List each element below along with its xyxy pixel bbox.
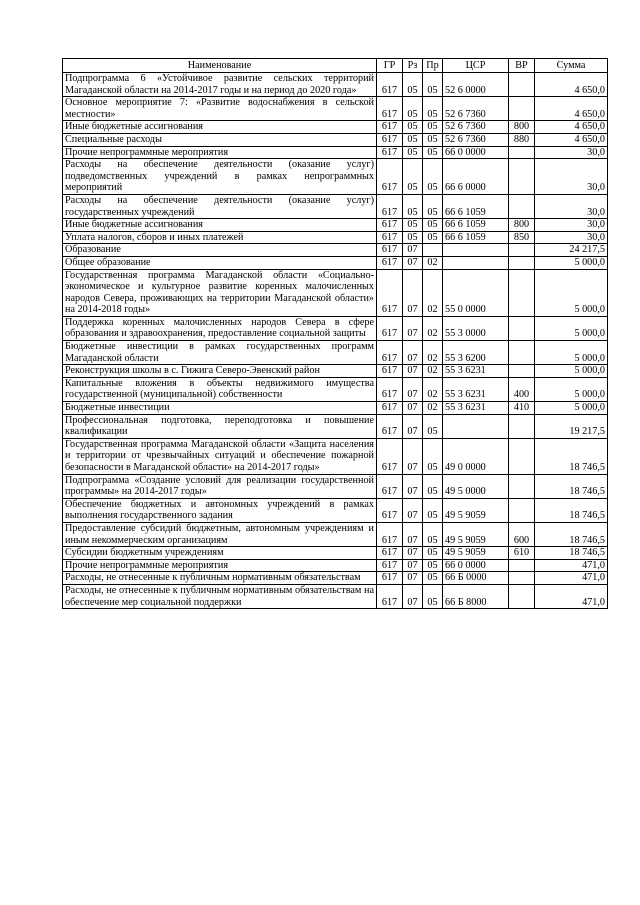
cell-name: Основное мероприятие 7: «Развитие водоснабжения в сельской местности»: [63, 97, 377, 121]
cell-csr: 55 3 6200: [443, 341, 509, 365]
cell-vr: 410: [509, 402, 535, 415]
cell-gr: 617: [377, 256, 403, 269]
cell-csr: 49 5 9059: [443, 547, 509, 560]
cell-vr: [509, 474, 535, 498]
cell-sum: 4 650,0: [535, 97, 608, 121]
cell-vr: [509, 73, 535, 97]
cell-gr: 617: [377, 559, 403, 572]
cell-csr: 49 5 9059: [443, 498, 509, 522]
cell-pr: 05: [423, 231, 443, 244]
cell-name: Профессиональная подготовка, переподготовка и повышение квалификации: [63, 414, 377, 438]
cell-csr: 66 6 1059: [443, 231, 509, 244]
cell-sum: 4 650,0: [535, 73, 608, 97]
cell-rz: 07: [403, 559, 423, 572]
cell-pr: 05: [423, 547, 443, 560]
cell-csr: [443, 256, 509, 269]
cell-name: Общее образование: [63, 256, 377, 269]
cell-vr: [509, 438, 535, 474]
cell-csr: 66 6 0000: [443, 159, 509, 195]
cell-vr: [509, 365, 535, 378]
cell-csr: 49 0 0000: [443, 438, 509, 474]
cell-pr: 05: [423, 498, 443, 522]
cell-vr: [509, 244, 535, 257]
cell-name: Государственная программа Магаданской области «Социально-экономическое и культурное развитие коренных малочисленных народов Севера, проживающих на территории Магаданской области» на 2014-2018 годы»: [63, 269, 377, 316]
cell-pr: 02: [423, 365, 443, 378]
cell-pr: 05: [423, 146, 443, 159]
cell-gr: 617: [377, 498, 403, 522]
cell-name: Образование: [63, 244, 377, 257]
cell-rz: 05: [403, 194, 423, 218]
cell-vr: [509, 414, 535, 438]
cell-name: Расходы, не отнесенные к публичным нормативным обязательствам: [63, 572, 377, 585]
cell-name: Государственная программа Магаданской области «Защита населения и территории от чрезвычайных ситуаций и обеспечение пожарной безопасности в Магаданской области» на 2014-2017 годы»: [63, 438, 377, 474]
cell-vr: [509, 572, 535, 585]
table-row: [63, 414, 608, 438]
cell-sum: 5 000,0: [535, 269, 608, 316]
cell-vr: 400: [509, 377, 535, 401]
cell-rz: 07: [403, 256, 423, 269]
cell-vr: [509, 316, 535, 340]
table-row: [63, 438, 608, 474]
cell-sum: 471,0: [535, 584, 608, 608]
header-rz: Рз: [403, 59, 423, 73]
cell-csr: 52 6 7360: [443, 133, 509, 146]
cell-sum: 5 000,0: [535, 341, 608, 365]
cell-pr: 05: [423, 438, 443, 474]
cell-sum: 5 000,0: [535, 377, 608, 401]
cell-sum: 471,0: [535, 559, 608, 572]
table-row: [63, 341, 608, 365]
cell-sum: 5 000,0: [535, 316, 608, 340]
table-row: [63, 474, 608, 498]
cell-rz: 05: [403, 219, 423, 232]
cell-rz: 07: [403, 438, 423, 474]
cell-csr: 66 0 0000: [443, 559, 509, 572]
cell-rz: 07: [403, 522, 423, 546]
budget-table: [62, 58, 608, 609]
cell-pr: 02: [423, 341, 443, 365]
cell-pr: [423, 244, 443, 257]
cell-vr: [509, 194, 535, 218]
cell-gr: 617: [377, 133, 403, 146]
cell-pr: 05: [423, 219, 443, 232]
cell-name: Расходы на обеспечение деятельности (оказание услуг) подведомственных учреждений в рамках непрограммных мероприятий: [63, 159, 377, 195]
table-row: [63, 522, 608, 546]
cell-pr: 05: [423, 73, 443, 97]
cell-csr: [443, 414, 509, 438]
cell-sum: 18 746,5: [535, 522, 608, 546]
cell-pr: 05: [423, 559, 443, 572]
table-row: [63, 219, 608, 232]
cell-rz: 07: [403, 414, 423, 438]
cell-name: Субсидии бюджетным учреждениям: [63, 547, 377, 560]
cell-vr: 600: [509, 522, 535, 546]
table-row: [63, 121, 608, 134]
cell-csr: 55 3 6231: [443, 377, 509, 401]
cell-gr: 617: [377, 159, 403, 195]
cell-sum: 30,0: [535, 146, 608, 159]
cell-gr: 617: [377, 402, 403, 415]
cell-name: Капитальные вложения в объекты недвижимого имущества государственной (муниципальной) собственности: [63, 377, 377, 401]
cell-gr: 617: [377, 474, 403, 498]
table-row: [63, 316, 608, 340]
cell-csr: 66 6 1059: [443, 219, 509, 232]
cell-pr: 05: [423, 133, 443, 146]
cell-rz: 07: [403, 269, 423, 316]
cell-sum: 5 000,0: [535, 402, 608, 415]
table-row: [63, 377, 608, 401]
cell-gr: 617: [377, 121, 403, 134]
cell-sum: 4 650,0: [535, 133, 608, 146]
cell-sum: 30,0: [535, 159, 608, 195]
cell-gr: 617: [377, 269, 403, 316]
cell-csr: 52 6 7360: [443, 121, 509, 134]
table-row: [63, 365, 608, 378]
cell-rz: 05: [403, 133, 423, 146]
cell-csr: 66 Б 0000: [443, 572, 509, 585]
cell-sum: 18 746,5: [535, 547, 608, 560]
cell-pr: 02: [423, 377, 443, 401]
cell-gr: 617: [377, 365, 403, 378]
cell-sum: 18 746,5: [535, 498, 608, 522]
cell-gr: 617: [377, 194, 403, 218]
table-row: [63, 244, 608, 257]
cell-rz: 05: [403, 97, 423, 121]
header-vr: ВР: [509, 59, 535, 73]
cell-pr: 05: [423, 121, 443, 134]
table-row: [63, 73, 608, 97]
cell-csr: 55 3 6231: [443, 365, 509, 378]
cell-name: Расходы на обеспечение деятельности (оказание услуг) государственных учреждений: [63, 194, 377, 218]
cell-rz: 07: [403, 584, 423, 608]
table-header-row: [63, 59, 608, 73]
cell-sum: 5 000,0: [535, 365, 608, 378]
cell-csr: 66 0 0000: [443, 146, 509, 159]
cell-pr: 05: [423, 474, 443, 498]
cell-pr: 05: [423, 194, 443, 218]
cell-sum: 30,0: [535, 231, 608, 244]
cell-name: Подпрограмма 6 «Устойчивое развитие сельских территорий Магаданской области на 2014-2017 годы и на период до 2020 года»: [63, 73, 377, 97]
cell-vr: [509, 559, 535, 572]
cell-gr: 617: [377, 414, 403, 438]
cell-csr: 66 Б 8000: [443, 584, 509, 608]
cell-pr: 05: [423, 572, 443, 585]
cell-pr: 05: [423, 159, 443, 195]
cell-rz: 05: [403, 73, 423, 97]
cell-pr: 02: [423, 269, 443, 316]
cell-csr: 55 3 0000: [443, 316, 509, 340]
cell-name: Прочие непрограммные мероприятия: [63, 559, 377, 572]
cell-vr: [509, 159, 535, 195]
cell-csr: 49 5 0000: [443, 474, 509, 498]
cell-name: Реконструкция школы в с. Гижига Северо-Эвенский район: [63, 365, 377, 378]
table-row: [63, 584, 608, 608]
cell-name: Бюджетные инвестиции в рамках государственных программ Магаданской области: [63, 341, 377, 365]
cell-rz: 07: [403, 377, 423, 401]
cell-rz: 07: [403, 474, 423, 498]
cell-csr: 52 6 7360: [443, 97, 509, 121]
table-row: [63, 97, 608, 121]
cell-vr: [509, 256, 535, 269]
table-row: [63, 159, 608, 195]
table-row: [63, 547, 608, 560]
cell-gr: 617: [377, 547, 403, 560]
cell-gr: 617: [377, 146, 403, 159]
cell-sum: 471,0: [535, 572, 608, 585]
cell-gr: 617: [377, 73, 403, 97]
cell-vr: 800: [509, 121, 535, 134]
cell-gr: 617: [377, 244, 403, 257]
table-row: [63, 572, 608, 585]
cell-sum: 18 746,5: [535, 474, 608, 498]
cell-csr: 52 6 0000: [443, 73, 509, 97]
cell-sum: 24 217,5: [535, 244, 608, 257]
cell-gr: 617: [377, 584, 403, 608]
cell-vr: 610: [509, 547, 535, 560]
cell-rz: 07: [403, 341, 423, 365]
cell-vr: 850: [509, 231, 535, 244]
cell-pr: 05: [423, 584, 443, 608]
cell-sum: 4 650,0: [535, 121, 608, 134]
cell-gr: 617: [377, 97, 403, 121]
cell-rz: 07: [403, 365, 423, 378]
cell-rz: 05: [403, 121, 423, 134]
cell-pr: 02: [423, 256, 443, 269]
cell-sum: 19 217,5: [535, 414, 608, 438]
cell-csr: 55 3 6231: [443, 402, 509, 415]
cell-sum: 30,0: [535, 219, 608, 232]
cell-name: Иные бюджетные ассигнования: [63, 219, 377, 232]
cell-rz: 07: [403, 316, 423, 340]
cell-csr: 55 0 0000: [443, 269, 509, 316]
cell-gr: 617: [377, 572, 403, 585]
cell-vr: [509, 341, 535, 365]
cell-pr: 02: [423, 402, 443, 415]
cell-rz: 07: [403, 572, 423, 585]
table-row: [63, 498, 608, 522]
cell-gr: 617: [377, 341, 403, 365]
table-row: [63, 269, 608, 316]
cell-name: Специальные расходы: [63, 133, 377, 146]
cell-name: Иные бюджетные ассигнования: [63, 121, 377, 134]
table-row: [63, 256, 608, 269]
cell-name: Бюджетные инвестиции: [63, 402, 377, 415]
header-name: Наименование: [63, 59, 377, 73]
cell-gr: 617: [377, 219, 403, 232]
cell-vr: [509, 269, 535, 316]
cell-gr: 617: [377, 231, 403, 244]
cell-name: Уплата налогов, сборов и иных платежей: [63, 231, 377, 244]
cell-rz: 05: [403, 146, 423, 159]
cell-sum: 30,0: [535, 194, 608, 218]
cell-rz: 05: [403, 231, 423, 244]
cell-vr: [509, 146, 535, 159]
cell-rz: 05: [403, 159, 423, 195]
table-row: [63, 402, 608, 415]
cell-gr: 617: [377, 377, 403, 401]
table-row: [63, 194, 608, 218]
header-pr: Пр: [423, 59, 443, 73]
cell-rz: 07: [403, 547, 423, 560]
cell-name: Обеспечение бюджетных и автономных учреждений в рамках выполнения государственного задания: [63, 498, 377, 522]
cell-pr: 05: [423, 414, 443, 438]
cell-vr: [509, 584, 535, 608]
cell-rz: 07: [403, 244, 423, 257]
table-row: [63, 559, 608, 572]
cell-pr: 02: [423, 316, 443, 340]
cell-vr: [509, 498, 535, 522]
header-gr: ГР: [377, 59, 403, 73]
cell-pr: 05: [423, 522, 443, 546]
cell-name: Предоставление субсидий бюджетным, автономным учреждениям и иным некоммерческим организациям: [63, 522, 377, 546]
cell-csr: [443, 244, 509, 257]
cell-name: Подпрограмма «Создание условий для реализации государственной программы» на 2014-2017 годы»: [63, 474, 377, 498]
cell-gr: 617: [377, 316, 403, 340]
cell-sum: 18 746,5: [535, 438, 608, 474]
table-row: [63, 133, 608, 146]
cell-sum: 5 000,0: [535, 256, 608, 269]
table-row: [63, 146, 608, 159]
table-row: [63, 231, 608, 244]
cell-pr: 05: [423, 97, 443, 121]
cell-csr: 66 6 1059: [443, 194, 509, 218]
cell-name: Расходы, не отнесенные к публичным нормативным обязательствам на обеспечение мер социальной поддержки: [63, 584, 377, 608]
cell-name: Прочие непрограммные мероприятия: [63, 146, 377, 159]
cell-vr: [509, 97, 535, 121]
cell-csr: 49 5 9059: [443, 522, 509, 546]
header-sum: Сумма: [535, 59, 608, 73]
cell-rz: 07: [403, 402, 423, 415]
cell-rz: 07: [403, 498, 423, 522]
cell-vr: 880: [509, 133, 535, 146]
cell-vr: 800: [509, 219, 535, 232]
cell-gr: 617: [377, 438, 403, 474]
cell-name: Поддержка коренных малочисленных народов Севера в сфере образования и здравоохранения, предоставление социальной защиты: [63, 316, 377, 340]
cell-gr: 617: [377, 522, 403, 546]
header-csr: ЦСР: [443, 59, 509, 73]
